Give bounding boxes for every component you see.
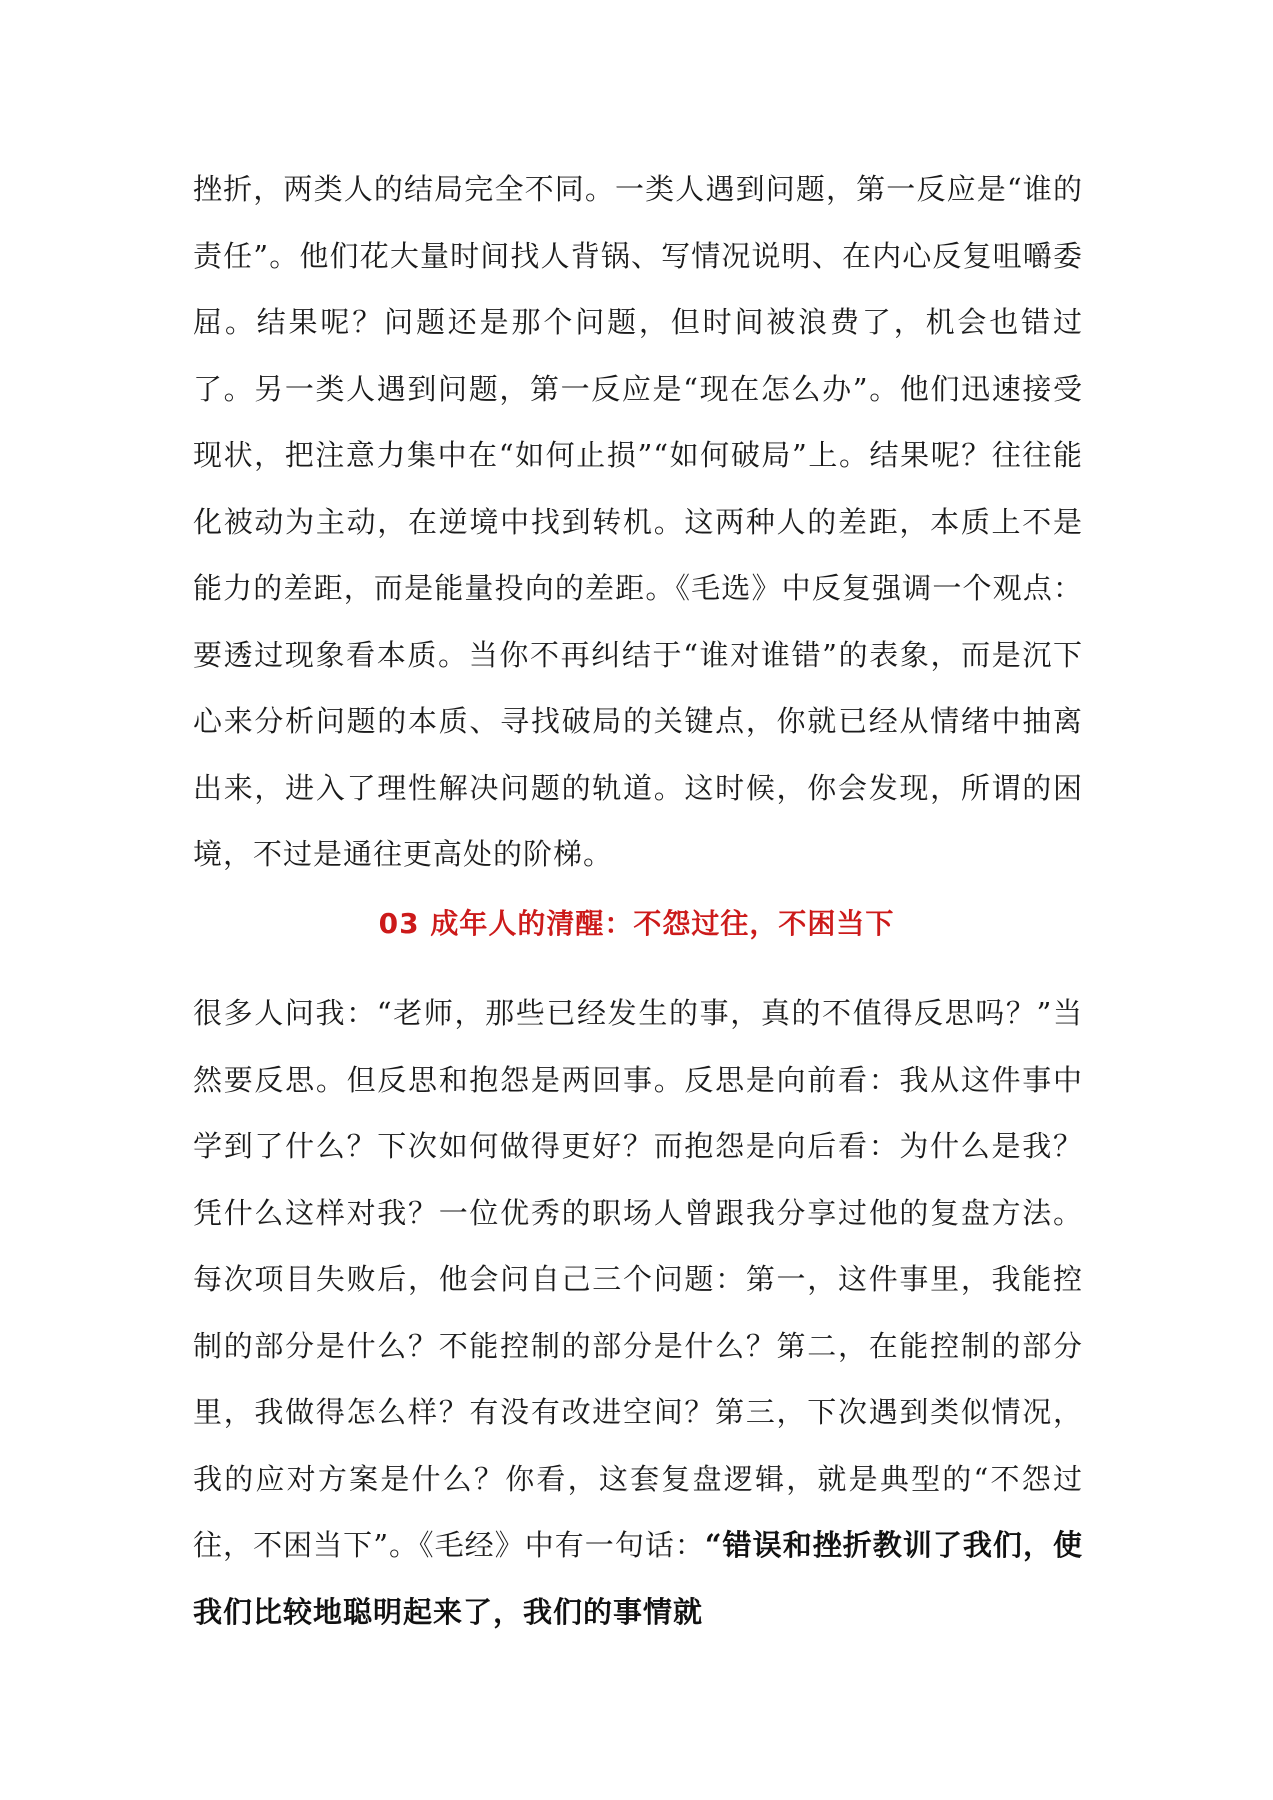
bold-quote: “错误和挫折教训了我们，使我们比较地聪明起来了，我们的事情就 <box>193 1528 1083 1629</box>
body-paragraph-with-quote <box>193 980 1083 1645</box>
section-heading: 03 成年人的清醒：不怨过往，不困当下 <box>378 907 895 940</box>
paragraph-text: 很多人问我：“老师，那些已经发生的事，真的不值得反思吗？”当然要反思。但反思和抱怨是两回事。反思是向前看：我从这件事中学到了什么？下次如何做得更好？而抱怨是向后看：为什么是我？凭什么这样对我？一位优秀的职场人曾跟我分享过他的复盘方法。每次项目失败后，他会问自己三个问题：第一，这件事里，我能控制的部分是什么？不能控制的部分是什么？第二，在能控制的部分里，我做得怎么样？有没有改进空间？第三，下次遇到类似情况，我的应对方案是什么？你看，这套复盘逻辑，就是典型的“不怨过往，不困当下”。《毛经》中有一句话： <box>193 996 1083 1562</box>
body-paragraph: 挫折，两类人的结局完全不同。一类人遇到问题，第一反应是“谁的责任”。他们花大量时间找人背锅、写情况说明、在内心反复咀嚼委屈。结果呢？问题还是那个问题，但时间被浪费了，机会也错过了。另一类人遇到问题，第一反应是“现在怎么办”。他们迅速接受现状，把注意力集中在“如何止损”“如何破局”上。结果呢？往往能化被动为主动，在逆境中找到转机。这两种人的差距，本质上不是能力的差距，而是能量投向的差距。《毛选》中反复强调一个观点：要透过现象看本质。当你不再纠结于“谁对谁错”的表象，而是沉下心来分析问题的本质、寻找破局的关键点，你就已经从情绪中抽离出来，进入了理性解决问题的轨道。这时候，你会发现，所谓的困境，不过是通往更高处的阶梯。 <box>193 172 1083 871</box>
